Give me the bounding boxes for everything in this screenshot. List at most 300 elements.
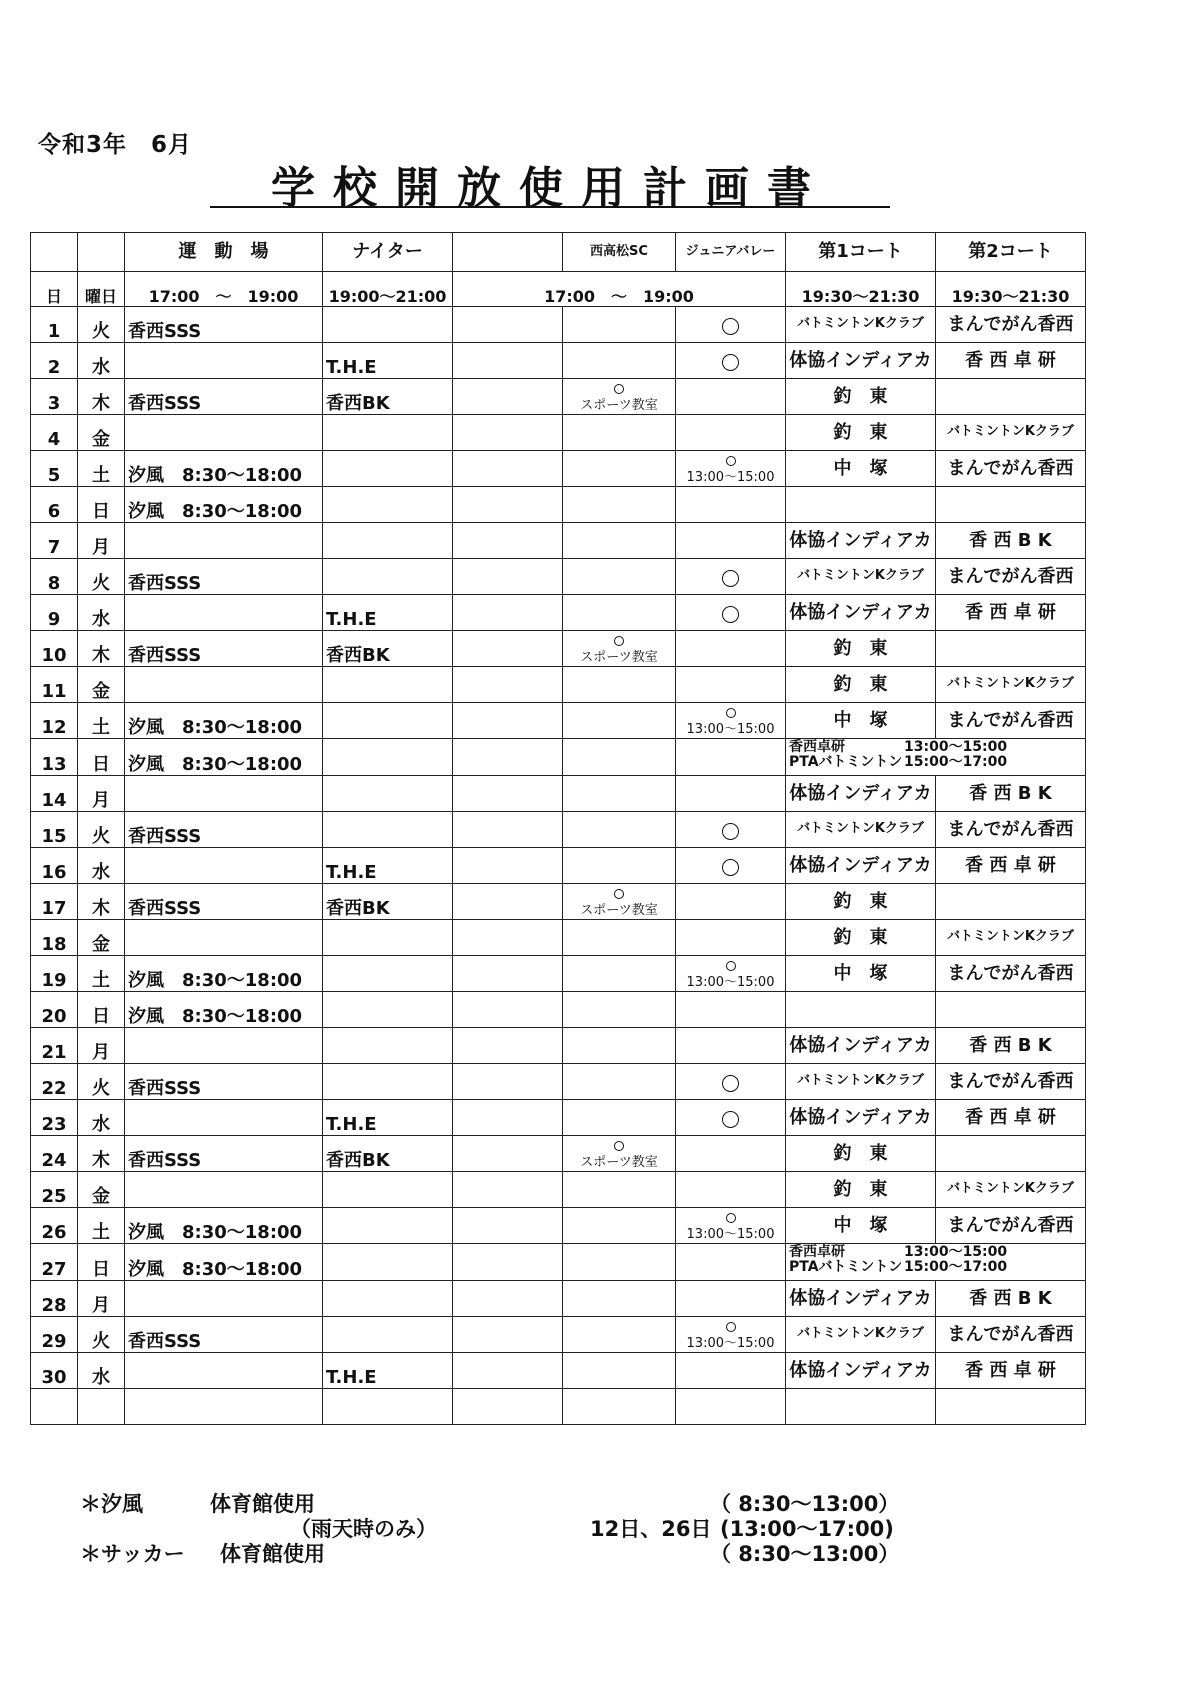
naita-cell: T.H.E [323, 1353, 453, 1389]
weekday: 水 [78, 343, 125, 379]
court-2-cell [936, 379, 1086, 415]
sc-note-text: スポーツ教室 [580, 1155, 658, 1171]
court-1-cell: 体協インディアカ [786, 848, 936, 884]
court-1-cell: 体協インディアカ [786, 523, 936, 559]
empty-row [31, 1389, 1086, 1425]
time-undoujou: 17:00 ～ 19:00 [125, 272, 323, 307]
blank-cell [453, 1208, 563, 1244]
weekday: 火 [78, 812, 125, 848]
schedule-row [31, 667, 1086, 703]
blank-cell [453, 343, 563, 379]
undoujou-cell: 汐風 8:30～18:00 [125, 1208, 323, 1244]
weekday: 木 [78, 884, 125, 920]
nishitakamatsu-sc-cell [563, 451, 676, 487]
schedule-row [31, 812, 1086, 848]
blank-cell [125, 1389, 323, 1425]
court-1-cell: 中 塚 [786, 1208, 936, 1244]
day-number: 1 [31, 307, 78, 343]
blank-cell [453, 1028, 563, 1064]
undoujou-cell [125, 920, 323, 956]
junior-volleyball-cell [676, 559, 786, 595]
naita-cell [323, 703, 453, 739]
circle-mark-icon [614, 636, 624, 646]
court-1-cell [786, 992, 936, 1028]
junior-volleyball-cell [676, 667, 786, 703]
nishitakamatsu-sc-cell [563, 848, 676, 884]
blank-cell [453, 776, 563, 812]
blank-cell [453, 703, 563, 739]
court-1-cell: 釣 東 [786, 415, 936, 451]
junior-volleyball-cell [676, 451, 786, 487]
day-number: 23 [31, 1100, 78, 1136]
sc-note-text: スポーツ教室 [580, 398, 658, 414]
undoujou-cell [125, 595, 323, 631]
header-nishitakamatsu-sc: 西高松SC [563, 233, 676, 272]
schedule-row [31, 1317, 1086, 1353]
blank-cell [453, 884, 563, 920]
court-1-cell: 釣 東 [786, 1136, 936, 1172]
schedule-row [31, 1244, 1086, 1281]
blank-cell [31, 1389, 78, 1425]
junior-note [687, 961, 775, 990]
time-naita: 19:00～21:00 [323, 272, 453, 307]
schedule-row [31, 307, 1086, 343]
weekday: 水 [78, 595, 125, 631]
court-2-cell: 香 西 卓 研 [936, 1353, 1086, 1389]
court-1-cell: 釣 東 [786, 667, 936, 703]
sc-note [580, 384, 657, 413]
sc-note [580, 889, 657, 918]
blank-cell [786, 1389, 936, 1425]
blank-cell [563, 1389, 676, 1425]
naita-cell: T.H.E [323, 595, 453, 631]
court-1-cell [786, 487, 936, 523]
court-2-cell: バトミントンKクラブ [936, 415, 1086, 451]
court-1-cell: 釣 東 [786, 884, 936, 920]
weekday: 月 [78, 776, 125, 812]
undoujou-cell [125, 415, 323, 451]
schedule-row [31, 1353, 1086, 1389]
time-court-2: 19:30～21:30 [936, 272, 1086, 307]
blank-cell [453, 487, 563, 523]
naita-cell [323, 523, 453, 559]
circle-mark-icon [726, 1213, 736, 1223]
nishitakamatsu-sc-cell [563, 1172, 676, 1208]
circle-mark-icon [726, 1322, 736, 1332]
court-2-cell: 香 西 卓 研 [936, 848, 1086, 884]
blank-cell [453, 739, 563, 776]
court-1-cell: 体協インディアカ [786, 1353, 936, 1389]
naita-cell [323, 1281, 453, 1317]
nishitakamatsu-sc-cell [563, 1317, 676, 1353]
header-court-1: 第1コート [786, 233, 936, 272]
day-number: 7 [31, 523, 78, 559]
nishitakamatsu-sc-cell [563, 1353, 676, 1389]
court-2-cell: バトミントンKクラブ [936, 1172, 1086, 1208]
blank-cell [453, 956, 563, 992]
nishitakamatsu-sc-cell [563, 487, 676, 523]
schedule-row [31, 523, 1086, 559]
blank-cell [453, 812, 563, 848]
court-1-cell: バトミントンKクラブ [786, 1064, 936, 1100]
court-1-cell: バトミントンKクラブ [786, 559, 936, 595]
header-court-2: 第2コート [936, 233, 1086, 272]
schedule-row [31, 956, 1086, 992]
schedule-row [31, 415, 1086, 451]
schedule-row [31, 884, 1086, 920]
nishitakamatsu-sc-cell [563, 667, 676, 703]
blank-cell [453, 1317, 563, 1353]
court-note-line [789, 1260, 1082, 1275]
court-2-cell [936, 992, 1086, 1028]
weekday: 水 [78, 1100, 125, 1136]
day-number: 5 [31, 451, 78, 487]
undoujou-cell: 汐風 8:30～18:00 [125, 451, 323, 487]
weekday: 水 [78, 1353, 125, 1389]
court-merged-cell [786, 739, 1086, 776]
court-1-cell: 中 塚 [786, 956, 936, 992]
schedule-row [31, 451, 1086, 487]
junior-note-text: 13:00～15:00 [686, 1227, 775, 1243]
blank-cell [453, 1064, 563, 1100]
day-number: 28 [31, 1281, 78, 1317]
weekday: 火 [78, 307, 125, 343]
nishitakamatsu-sc-cell [563, 1208, 676, 1244]
naita-cell [323, 920, 453, 956]
note-soccer-time: （ 8:30～13:00） [710, 1542, 900, 1566]
court-2-cell: 香 西 卓 研 [936, 595, 1086, 631]
circle-mark-icon [722, 606, 739, 623]
junior-volleyball-cell [676, 1281, 786, 1317]
court-2-cell: まんでがん香西 [936, 812, 1086, 848]
court-note-line [789, 740, 1082, 755]
nishitakamatsu-sc-cell [563, 920, 676, 956]
blank-cell [453, 559, 563, 595]
weekday: 火 [78, 559, 125, 595]
naita-cell [323, 812, 453, 848]
blank-cell [453, 1389, 563, 1425]
day-number: 30 [31, 1353, 78, 1389]
court-2-cell: まんでがん香西 [936, 451, 1086, 487]
header-undoujou: 運 動 場 [125, 233, 323, 272]
court-merged-cell [786, 1244, 1086, 1281]
weekday: 金 [78, 1172, 125, 1208]
day-number: 19 [31, 956, 78, 992]
undoujou-cell: 香西SSS [125, 884, 323, 920]
day-number: 4 [31, 415, 78, 451]
court-2-cell: まんでがん香西 [936, 1064, 1086, 1100]
court-2-cell: まんでがん香西 [936, 559, 1086, 595]
junior-note [687, 1213, 775, 1242]
schedule-row [31, 343, 1086, 379]
time-sc: 17:00 ～ 19:00 [453, 272, 786, 307]
day-number: 25 [31, 1172, 78, 1208]
header-day: 日 [31, 272, 78, 307]
junior-volleyball-cell [676, 739, 786, 776]
court-note-line [789, 755, 1082, 770]
day-number: 8 [31, 559, 78, 595]
weekday: 月 [78, 523, 125, 559]
court-1-cell: 中 塚 [786, 451, 936, 487]
court-2-cell: まんでがん香西 [936, 307, 1086, 343]
header-weekday: 曜日 [78, 272, 125, 307]
day-number: 29 [31, 1317, 78, 1353]
circle-mark-icon [726, 456, 736, 466]
circle-mark-icon [722, 570, 739, 587]
day-number: 2 [31, 343, 78, 379]
day-number: 11 [31, 667, 78, 703]
nishitakamatsu-sc-cell [563, 343, 676, 379]
nishitakamatsu-sc-cell [563, 415, 676, 451]
blank-cell [936, 1389, 1086, 1425]
schedule-table [30, 232, 1086, 1425]
weekday: 月 [78, 1281, 125, 1317]
schedule-row [31, 848, 1086, 884]
day-number: 22 [31, 1064, 78, 1100]
weekday: 木 [78, 631, 125, 667]
junior-note [687, 456, 775, 485]
junior-volleyball-cell [676, 703, 786, 739]
junior-volleyball-cell [676, 307, 786, 343]
naita-cell [323, 776, 453, 812]
nishitakamatsu-sc-cell [563, 1100, 676, 1136]
sc-note-text: スポーツ教室 [580, 650, 658, 666]
undoujou-cell: 香西SSS [125, 1064, 323, 1100]
junior-volleyball-cell [676, 523, 786, 559]
nishitakamatsu-sc-cell [563, 812, 676, 848]
sc-note [580, 1141, 657, 1170]
header-blank [31, 233, 78, 272]
weekday: 日 [78, 487, 125, 523]
nishitakamatsu-sc-cell [563, 1281, 676, 1317]
nishitakamatsu-sc-cell [563, 307, 676, 343]
naita-cell [323, 739, 453, 776]
court-1-cell: バトミントンKクラブ [786, 307, 936, 343]
court-2-cell [936, 487, 1086, 523]
blank-cell [453, 523, 563, 559]
day-number: 21 [31, 1028, 78, 1064]
nishitakamatsu-sc-cell [563, 992, 676, 1028]
naita-cell [323, 1244, 453, 1281]
day-number: 17 [31, 884, 78, 920]
junior-note-text: 13:00～15:00 [686, 975, 775, 991]
court-1-cell: バトミントンKクラブ [786, 812, 936, 848]
day-number: 27 [31, 1244, 78, 1281]
nishitakamatsu-sc-cell [563, 739, 676, 776]
court-2-cell: 香 西 B K [936, 1028, 1086, 1064]
schedule-row [31, 631, 1086, 667]
note-days-time: (13:00～17:00) [720, 1517, 894, 1541]
time-header-row [31, 272, 1086, 307]
weekday: 日 [78, 1244, 125, 1281]
naita-cell [323, 1317, 453, 1353]
court-note-name: 香西卓研 [789, 739, 845, 755]
junior-volleyball-cell [676, 1208, 786, 1244]
court-2-cell [936, 631, 1086, 667]
junior-volleyball-cell [676, 1028, 786, 1064]
court-2-cell [936, 884, 1086, 920]
circle-mark-icon [722, 1075, 739, 1092]
undoujou-cell: 汐風 8:30～18:00 [125, 739, 323, 776]
circle-mark-icon [722, 318, 739, 335]
note-shiokaze-place: 体育館使用 [210, 1492, 315, 1516]
day-number: 9 [31, 595, 78, 631]
undoujou-cell: 香西SSS [125, 1317, 323, 1353]
day-number: 13 [31, 739, 78, 776]
header-blank [78, 233, 125, 272]
junior-volleyball-cell [676, 992, 786, 1028]
undoujou-cell [125, 523, 323, 559]
court-note-time: 15:00～17:00 [904, 1259, 1008, 1276]
weekday: 土 [78, 956, 125, 992]
blank-cell [453, 595, 563, 631]
naita-cell [323, 1208, 453, 1244]
nishitakamatsu-sc-cell [563, 1064, 676, 1100]
circle-mark-icon [722, 859, 739, 876]
nishitakamatsu-sc-cell [563, 1136, 676, 1172]
note-days: 12日、26日 [590, 1517, 712, 1541]
court-1-cell: 体協インディアカ [786, 1281, 936, 1317]
court-1-cell: 体協インディアカ [786, 1028, 936, 1064]
court-2-cell: バトミントンKクラブ [936, 920, 1086, 956]
weekday: 月 [78, 1028, 125, 1064]
blank-cell [453, 1136, 563, 1172]
undoujou-cell: 香西SSS [125, 631, 323, 667]
header-naita: ナイター [323, 233, 453, 272]
naita-cell: T.H.E [323, 1100, 453, 1136]
court-2-cell: まんでがん香西 [936, 1208, 1086, 1244]
court-1-cell: バトミントンKクラブ [786, 1317, 936, 1353]
undoujou-cell [125, 667, 323, 703]
court-note-name: PTAバトミントン [789, 1259, 903, 1276]
undoujou-cell: 香西SSS [125, 1136, 323, 1172]
schedule-row [31, 703, 1086, 739]
note-soccer-label: ＊サッカー [80, 1542, 185, 1566]
circle-mark-icon [614, 889, 624, 899]
blank-cell [453, 415, 563, 451]
blank-cell [453, 451, 563, 487]
junior-volleyball-cell [676, 595, 786, 631]
schedule-row [31, 1064, 1086, 1100]
note-rain-only: （雨天時のみ） [290, 1517, 437, 1541]
undoujou-cell [125, 1172, 323, 1208]
blank-cell [453, 307, 563, 343]
weekday: 土 [78, 451, 125, 487]
naita-cell: 香西BK [323, 884, 453, 920]
junior-volleyball-cell [676, 1064, 786, 1100]
junior-volleyball-cell [676, 848, 786, 884]
undoujou-cell [125, 848, 323, 884]
court-2-cell: 香 西 B K [936, 523, 1086, 559]
junior-volleyball-cell [676, 487, 786, 523]
junior-volleyball-cell [676, 956, 786, 992]
undoujou-cell: 香西SSS [125, 812, 323, 848]
naita-cell: 香西BK [323, 631, 453, 667]
day-number: 10 [31, 631, 78, 667]
court-1-cell: 体協インディアカ [786, 1100, 936, 1136]
schedule-row [31, 1028, 1086, 1064]
court-1-cell: 釣 東 [786, 379, 936, 415]
junior-volleyball-cell [676, 1136, 786, 1172]
blank-cell [453, 1172, 563, 1208]
blank-cell [676, 1389, 786, 1425]
court-2-cell: 香 西 B K [936, 776, 1086, 812]
naita-cell [323, 1028, 453, 1064]
undoujou-cell [125, 1281, 323, 1317]
naita-cell: T.H.E [323, 343, 453, 379]
naita-cell: 香西BK [323, 1136, 453, 1172]
schedule-row [31, 487, 1086, 523]
undoujou-cell: 香西SSS [125, 379, 323, 415]
day-number: 26 [31, 1208, 78, 1244]
nishitakamatsu-sc-cell [563, 776, 676, 812]
document-title: 学校開放使用計画書 [271, 163, 829, 214]
naita-cell: T.H.E [323, 848, 453, 884]
blank-cell [453, 667, 563, 703]
sc-note [580, 636, 657, 665]
undoujou-cell: 汐風 8:30～18:00 [125, 956, 323, 992]
undoujou-cell [125, 1353, 323, 1389]
day-number: 6 [31, 487, 78, 523]
weekday: 土 [78, 1208, 125, 1244]
day-number: 3 [31, 379, 78, 415]
blank-cell [453, 848, 563, 884]
note-shiokaze-time: （ 8:30～13:00） [710, 1492, 900, 1516]
court-2-cell: まんでがん香西 [936, 956, 1086, 992]
court-note-time: 13:00～15:00 [904, 739, 1008, 755]
blank-cell [323, 1389, 453, 1425]
schedule-row [31, 776, 1086, 812]
undoujou-cell: 汐風 8:30～18:00 [125, 992, 323, 1028]
circle-mark-icon [722, 354, 739, 371]
court-1-cell: 中 塚 [786, 703, 936, 739]
schedule-row [31, 739, 1086, 776]
blank-cell [78, 1389, 125, 1425]
weekday: 日 [78, 739, 125, 776]
day-number: 18 [31, 920, 78, 956]
circle-mark-icon [722, 1111, 739, 1128]
nishitakamatsu-sc-cell [563, 1028, 676, 1064]
nishitakamatsu-sc-cell [563, 1244, 676, 1281]
weekday: 木 [78, 379, 125, 415]
junior-note-text: 13:00～15:00 [686, 722, 775, 738]
weekday: 火 [78, 1317, 125, 1353]
junior-note-text: 13:00～15:00 [686, 1336, 775, 1352]
junior-note [687, 1322, 775, 1351]
junior-volleyball-cell [676, 1100, 786, 1136]
court-note-time: 15:00～17:00 [904, 754, 1008, 771]
time-court-1: 19:30～21:30 [786, 272, 936, 307]
naita-cell [323, 667, 453, 703]
court-note-name: PTAバトミントン [789, 754, 903, 771]
day-number: 20 [31, 992, 78, 1028]
junior-note-text: 13:00～15:00 [686, 470, 775, 486]
circle-mark-icon [726, 708, 736, 718]
column-header-row [31, 233, 1086, 272]
day-number: 14 [31, 776, 78, 812]
schedule-row [31, 920, 1086, 956]
court-1-cell: 釣 東 [786, 631, 936, 667]
blank-cell [453, 1353, 563, 1389]
blank-cell [453, 920, 563, 956]
junior-volleyball-cell [676, 1353, 786, 1389]
naita-cell [323, 487, 453, 523]
undoujou-cell: 香西SSS [125, 307, 323, 343]
naita-cell [323, 415, 453, 451]
weekday: 水 [78, 848, 125, 884]
junior-volleyball-cell [676, 343, 786, 379]
court-2-cell: 香 西 卓 研 [936, 343, 1086, 379]
